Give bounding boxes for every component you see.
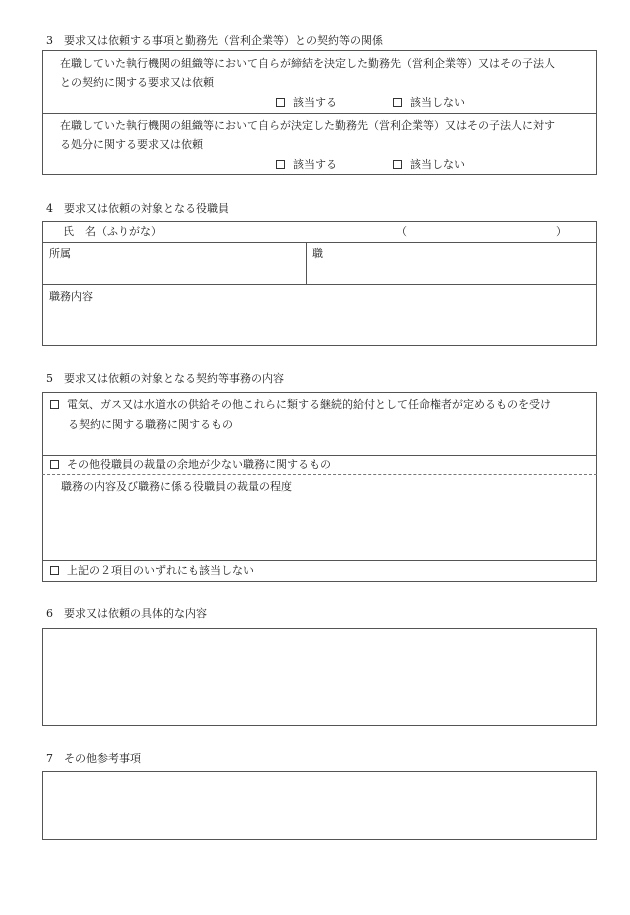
section3-row1-no-checkbox[interactable]	[393, 98, 402, 107]
section3-row2-no-label: 該当しない	[410, 158, 465, 171]
section3-row2-no-checkbox[interactable]	[393, 160, 402, 169]
duties-label: 職務内容	[49, 290, 93, 303]
section5-dashed-divider	[42, 474, 597, 475]
section3-row1-yes[interactable]	[276, 96, 337, 110]
section4-col-divider	[306, 242, 307, 284]
section3-row2-yes[interactable]	[276, 158, 337, 172]
section3-row2-line2: る処分に関する要求又は依頼	[60, 138, 203, 151]
section4-divider-1	[42, 242, 597, 243]
section3-row1-no[interactable]	[393, 96, 465, 110]
section5-heading: 5 要求又は依頼の対象となる契約等事務の内容	[46, 372, 284, 385]
section5-item1[interactable]	[50, 398, 551, 412]
section3-row2-no[interactable]	[393, 158, 465, 172]
section5-divider-1	[42, 455, 597, 456]
section7-heading: 7 その他参考事項	[46, 752, 141, 765]
section4-heading: 4 要求又は依頼の対象となる役職員	[46, 202, 229, 215]
section5-item3-label: 上記の２項目のいずれにも該当しない	[67, 564, 254, 577]
section3-row-divider	[42, 113, 597, 114]
position-label: 職	[312, 247, 323, 260]
section5-item2-label: その他役職員の裁量の余地が少ない職務に関するもの	[67, 458, 331, 471]
section3-row2-yes-checkbox[interactable]	[276, 160, 285, 169]
section5-item3[interactable]	[50, 564, 254, 578]
section3-row2-yes-label: 該当する	[293, 158, 337, 171]
section3-row1-yes-checkbox[interactable]	[276, 98, 285, 107]
section5-item2[interactable]	[50, 458, 331, 472]
section5-divider-2	[42, 560, 597, 561]
section6-textbox[interactable]	[42, 628, 597, 726]
section3-row2-line1: 在職していた執行機関の組織等において自らが決定した勤務先（営利企業等）又はその子法人に対す	[60, 119, 555, 132]
section3-heading: 3 要求又は依頼する事項と勤務先（営利企業等）との契約等の関係	[46, 34, 383, 47]
section3-row1-line1: 在職していた執行機関の組織等において自らが締結を決定した勤務先（営利企業等）又はその子法人	[60, 57, 555, 70]
section3-row1-line2: との契約に関する要求又は依頼	[60, 76, 214, 89]
name-label: 氏 名（ふりがな）	[63, 225, 162, 238]
name-paren-open: （	[396, 225, 407, 238]
section3-row1-yes-label: 該当する	[293, 96, 337, 109]
section5-item2-sub: 職務の内容及び職務に係る役職員の裁量の程度	[61, 480, 292, 493]
section4-divider-2	[42, 284, 597, 285]
section5-item1-line1: 電気、ガス又は水道水の供給その他これらに類する継続的給付として任命権者が定めるものを受け	[67, 398, 551, 411]
section5-item2-checkbox[interactable]	[50, 460, 59, 469]
affiliation-label: 所属	[49, 247, 71, 260]
section5-item1-checkbox[interactable]	[50, 400, 59, 409]
name-paren-close: ）	[556, 225, 567, 238]
section6-heading: 6 要求又は依頼の具体的な内容	[46, 607, 207, 620]
section7-textbox[interactable]	[42, 771, 597, 840]
section5-item3-checkbox[interactable]	[50, 566, 59, 575]
section5-item1-line2: る契約に関する職務に関するもの	[68, 418, 233, 431]
section3-row1-no-label: 該当しない	[410, 96, 465, 109]
